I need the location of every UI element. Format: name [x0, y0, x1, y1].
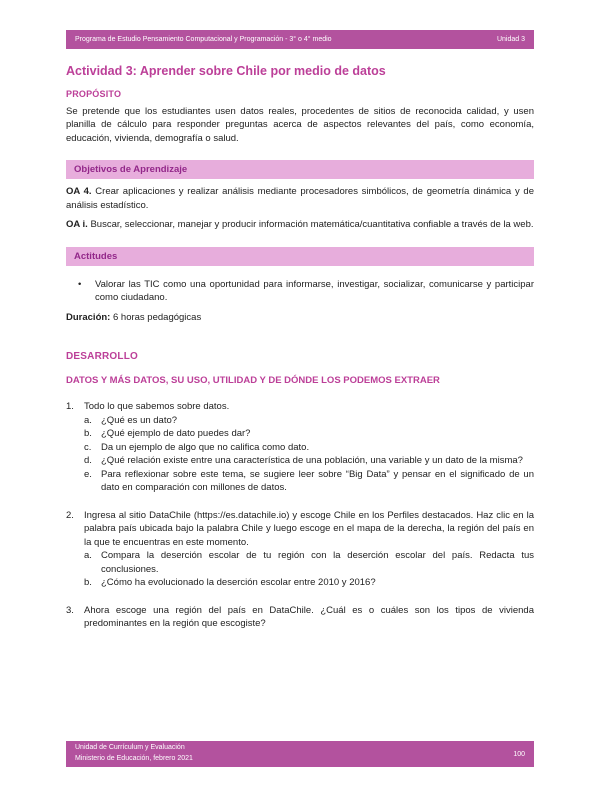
header-unit-label: Unidad 3 — [496, 36, 525, 43]
list-item-1a — [84, 414, 534, 427]
list-item-1b — [84, 427, 534, 440]
desarrollo-heading: DESARROLLO — [66, 351, 138, 363]
proposito-heading: PROPÓSITO — [66, 89, 122, 99]
desarrollo-subheading: DATOS Y MÁS DATOS, SU USO, UTILIDAD Y DE DÓNDE LOS PODEMOS EXTRAER — [66, 375, 440, 387]
page-content — [66, 49, 534, 631]
actitudes-bullet-text: Valorar las TIC como una oportunidad para informarse, investigar, socializar, comunicarse y participar como ciudadano. — [95, 278, 534, 304]
list-item-2 — [66, 509, 534, 549]
footer-org-line: Unidad de Currículum y Evaluación — [75, 744, 185, 752]
item-2a-text: Compara la deserción escolar de tu región con la deserción escolar del país. Redacta tus conclusiones. — [101, 550, 534, 575]
actitudes-banner — [66, 247, 534, 266]
item-1b-letter: b. — [84, 428, 92, 440]
list-item-1c — [84, 441, 534, 454]
proposito-body: Se pretende que los estudiantes usen datos reales, procedentes de sitios de reconocida calidad, y usen planilla de cálculo para responder preguntas acerca de aspectos relevantes del país, como economía, educación, vivienda, demografía o salud. — [66, 106, 534, 144]
activity-title: Actividad 3: Aprender sobre Chile por medio de datos — [66, 64, 386, 78]
list-item-1 — [66, 400, 534, 413]
item-1a-text: ¿Qué es un dato? — [101, 414, 178, 426]
item-2-number: 2. — [66, 509, 74, 521]
oa-item-1-text: Crear aplicaciones y realizar análisis mediante procesadores simbólicos, de geometría dinámica y de análisis estadístico. — [66, 186, 535, 211]
duracion-text: 6 horas pedagógicas — [112, 311, 202, 323]
item-1-text: Todo lo que sabemos sobre datos. — [84, 401, 230, 413]
item-2b-letter: b. — [84, 577, 92, 589]
item-1b-text: ¿Qué ejemplo de dato puedes dar? — [101, 428, 251, 440]
list-item-2a — [84, 549, 534, 576]
header-left-text: Programa de Estudio Pensamiento Computacional y Programación - 3° o 4° medio — [75, 36, 332, 43]
item-1-number: 1. — [66, 401, 74, 413]
actitudes-banner-label: Actitudes — [74, 250, 118, 262]
duracion-label: Duración: — [66, 311, 111, 323]
footer-ministry-line: Ministerio de Educación, febrero 2021 — [75, 755, 193, 762]
objetivos-banner — [66, 160, 534, 179]
actitudes-bullet-item — [66, 278, 534, 305]
oa-item-2-label: OA i. — [66, 219, 88, 231]
oa-item-1 — [66, 185, 534, 212]
item-1d-text: ¿Qué relación existe entre una característica de una población, una variable y un dato de la misma? — [101, 455, 523, 467]
oa-item-2-text: Buscar, seleccionar, manejar y producir información matemática/cuantitativa confiable a través de la web. — [90, 219, 534, 231]
list-item-1e — [84, 468, 534, 495]
item-3-text: Ahora escoge una región del país en DataChile. ¿Cuál es o cuáles son los tipos de vivienda predominantes en la región que escogiste? — [84, 604, 534, 630]
header-bar — [66, 30, 534, 49]
item-2b-text: ¿Cómo ha evolucionado la deserción escolar entre 2010 y 2016? — [101, 577, 376, 589]
bullet-icon: • — [78, 278, 82, 290]
list-item-3 — [66, 604, 534, 631]
list-item-2b — [84, 576, 534, 589]
item-1d-letter: d. — [84, 455, 92, 467]
footer-bar — [66, 741, 534, 767]
item-1c-letter: c. — [84, 441, 92, 453]
list-item-1d — [84, 454, 534, 467]
item-3-number: 3. — [66, 604, 74, 616]
item-2a-letter: a. — [84, 550, 92, 562]
objetivos-banner-label: Objetivos de Aprendizaje — [74, 164, 188, 176]
item-1c-text: Da un ejemplo de algo que no califica como dato. — [101, 441, 310, 453]
item-1a-letter: a. — [84, 414, 92, 426]
item-1e-text: Para reflexionar sobre este tema, se sugiere leer sobre “Big Data” y pensar en el significado de un dato en comparación con millones de datos. — [101, 468, 534, 494]
item-2-text: Ingresa al sitio DataChile (https://es.datachile.io) y escoge Chile en los Perfiles destacados. Haz clic en la palabra país ubicada bajo la palabra Chile y luego escoge en el mapa de la derecha, la región del país en la que te encuentras en este momento. — [84, 509, 534, 548]
page-number: 100 — [513, 750, 525, 758]
oa-item-1-label: OA 4. — [66, 186, 92, 198]
duracion-line — [66, 311, 534, 324]
oa-item-2 — [66, 218, 534, 231]
footer-credits — [75, 743, 193, 765]
item-1e-letter: e. — [84, 468, 92, 480]
